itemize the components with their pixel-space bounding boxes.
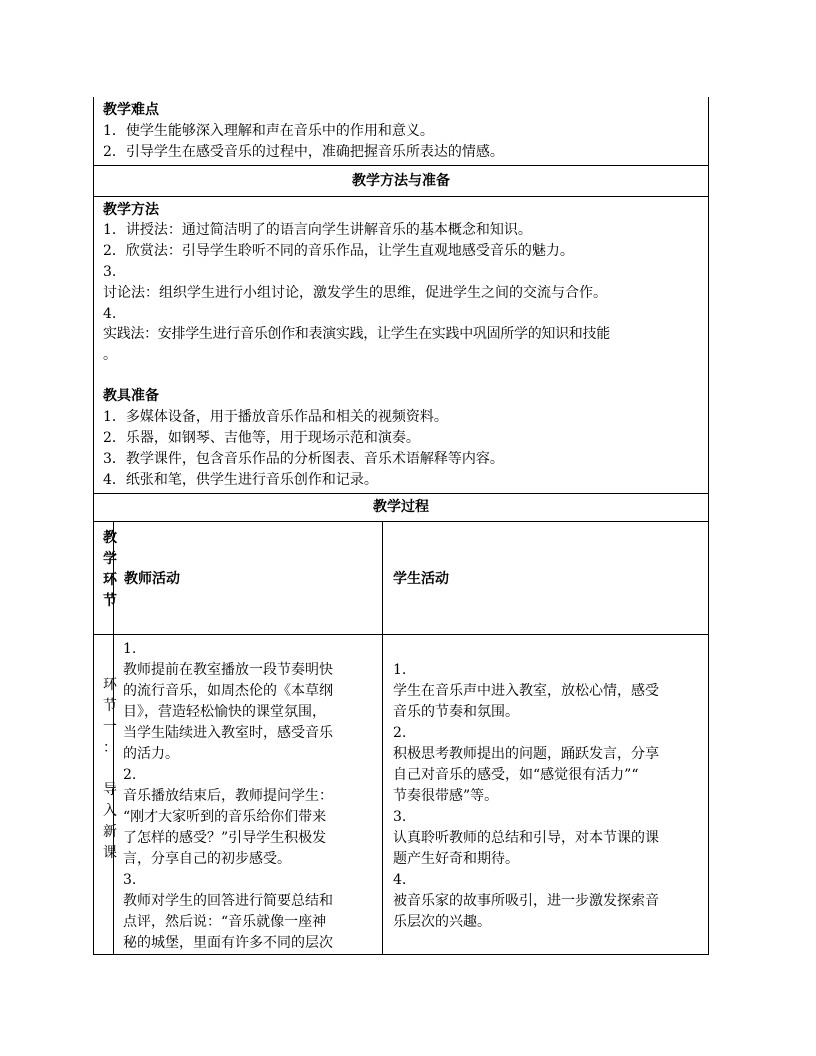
teacher-line: 了怎样的感受？”引导学生积极发 — [123, 830, 327, 846]
teacher-line: 3. — [123, 872, 137, 888]
difficulty-heading: 教学难点 — [103, 102, 159, 118]
student-line: 学生在音乐声中进入教室，放松心情，感受 — [393, 683, 659, 699]
student-line: 1. — [393, 662, 407, 678]
method-item: 4. — [103, 306, 117, 322]
tool-item: 2．乐器，如钢琴、吉他等，用于现场示范和演奏。 — [103, 430, 420, 446]
teacher-line: 点评，然后说：“音乐就像一座神 — [123, 914, 327, 930]
student-line: 被音乐家的故事所吸引，进一步激发探索音 — [393, 893, 659, 909]
stage-char: 导 — [103, 782, 117, 798]
row-divider — [93, 493, 709, 494]
section-title-process: 教学过程 — [373, 499, 429, 515]
method-item: 3. — [103, 264, 117, 280]
student-line: 4. — [393, 872, 407, 888]
stage-header-char: 节 — [103, 593, 117, 609]
stage-header-cell — [100, 522, 117, 634]
student-line: 认真聆听教师的总结和引导，对本节课的课 — [393, 830, 659, 846]
stage-char: 一 — [103, 719, 117, 735]
row-divider — [93, 196, 709, 197]
teacher-line: 教师对学生的回答进行简要总结和 — [123, 893, 333, 909]
stage-header-char: 学 — [103, 551, 117, 567]
row-divider — [93, 165, 709, 166]
difficulty-item: 2．引导学生在感受音乐的过程中，准确把握音乐所表达的情感。 — [103, 144, 504, 160]
method-item: 。 — [103, 347, 117, 363]
student-activity-cell — [383, 635, 708, 955]
stage-char: 节 — [103, 698, 117, 714]
teacher-line: 秘的城堡，里面有许多不同的层次 — [123, 935, 333, 951]
student-line: 3. — [393, 809, 407, 825]
row-divider — [93, 521, 709, 522]
teacher-line: 1. — [123, 641, 137, 657]
stage-cell — [100, 635, 117, 955]
stage-header-char: 教 — [103, 530, 117, 546]
tool-item: 1．多媒体设备，用于播放音乐作品和相关的视频资料。 — [103, 409, 448, 425]
methods-heading: 教学方法 — [103, 202, 159, 218]
stage-char: 新 — [103, 824, 117, 840]
teacher-line: 音乐播放结束后，教师提问学生： — [123, 788, 333, 804]
student-line: 2. — [393, 725, 407, 741]
tool-item: 4．纸张和笔，供学生进行音乐创作和记录。 — [103, 472, 378, 488]
student-line: 音乐的节奏和氛围。 — [393, 704, 519, 720]
teacher-line: 的流行音乐，如周杰伦的《本草纲 — [123, 683, 333, 699]
teacher-line: “刚才大家听到的音乐给你们带来 — [123, 809, 327, 825]
stage-char: 课 — [103, 845, 117, 861]
student-line: 自己对音乐的感受，如“感觉很有活力”“ — [393, 767, 639, 783]
teacher-activity-cell — [114, 635, 382, 955]
tools-heading: 教具准备 — [103, 388, 159, 404]
difficulty-item: 1．使学生能够深入理解和声在音乐中的作用和意义。 — [103, 123, 434, 139]
method-item: 实践法：安排学生进行音乐创作和表演实践，让学生在实践中巩固所学的知识和技能 — [103, 326, 610, 342]
teacher-line: 2. — [123, 767, 137, 783]
stage-header-char: 环 — [103, 572, 117, 588]
student-activity-header: 学生活动 — [393, 571, 449, 587]
student-line: 乐层次的兴趣。 — [393, 914, 491, 930]
method-item: 1．讲授法：通过简洁明了的语言向学生讲解音乐的基本概念和知识。 — [103, 222, 532, 238]
stage-char: 环 — [103, 677, 117, 693]
student-line: 节奏很带感”等。 — [393, 788, 499, 804]
method-item: 讨论法：组织学生进行小组讨论，激发学生的思维，促进学生之间的交流与合作。 — [103, 285, 607, 301]
teacher-activity-header: 教师活动 — [124, 571, 180, 587]
student-line: 积极思考教师提出的问题，踊跃发言，分享 — [393, 746, 659, 762]
teacher-line: 教师提前在教室播放一段节奏明快 — [123, 662, 333, 678]
student-line: 题产生好奇和期待。 — [393, 851, 519, 867]
section-title-methods: 教学方法与准备 — [352, 173, 450, 189]
tool-item: 3．教学课件，包含音乐作品的分析图表、音乐术语解释等内容。 — [103, 451, 504, 467]
teacher-line: 的活力。 — [123, 746, 179, 762]
stage-char: 入 — [103, 803, 117, 819]
stage-char: ： — [103, 740, 117, 756]
method-item: 2．欣赏法：引导学生聆听不同的音乐作品，让学生直观地感受音乐的魅力。 — [103, 243, 574, 259]
teacher-line: 当学生陆续进入教室时，感受音乐 — [123, 725, 333, 741]
teacher-line: 目》，营造轻松愉快的课堂氛围， — [123, 704, 326, 720]
teacher-line: 言，分享自己的初步感受。 — [123, 851, 291, 867]
